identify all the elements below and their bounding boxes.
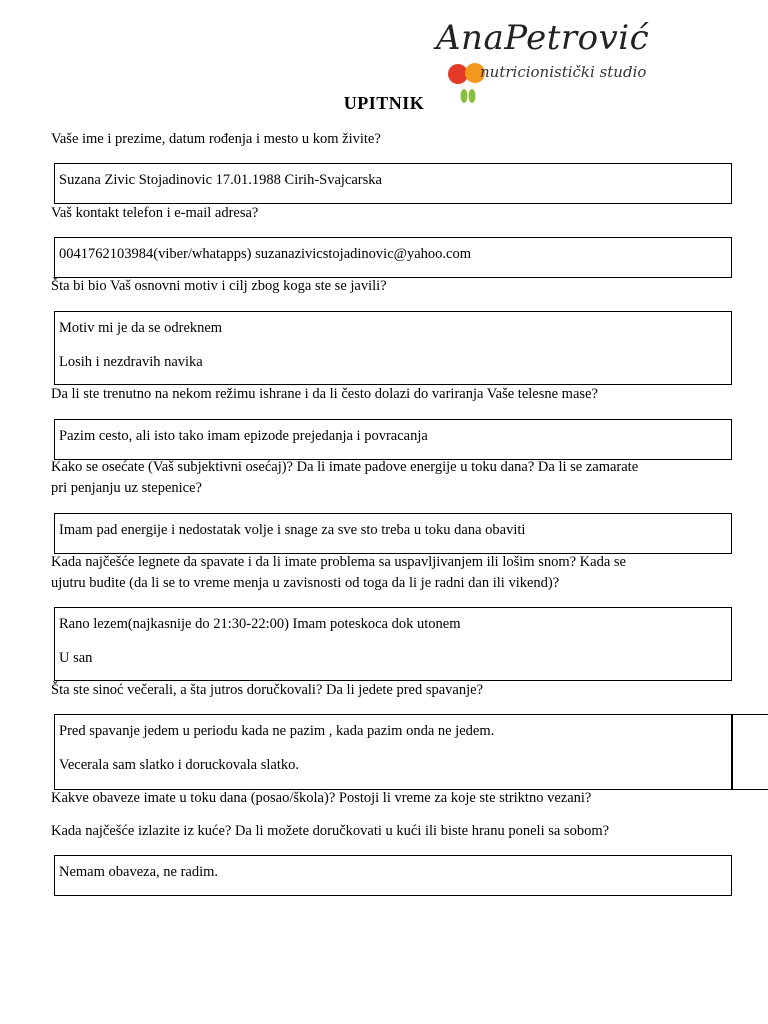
page-title: UPITNIK: [343, 93, 425, 113]
answer-3-line-2: Losih i nezdravih navika: [59, 354, 203, 370]
question-7: Šta ste sinoć večerali, a šta jutros doručkovali? Da li jedete pred spavanje?: [51, 682, 484, 698]
question-4: Da li ste trenutno na nekom režimu ishrane i da li često dolazi do variranja Vaše telesne mase?: [51, 386, 598, 402]
answer-1-line-1: Suzana Zivic Stojadinovic 17.01.1988 Cirih-Svajcarska: [59, 172, 382, 188]
question-1: Vaše ime i prezime, datum rođenja i mesto u kom živite?: [51, 131, 381, 147]
question-8: Kakve obaveze imate u toku dana (posao/škola)? Postoji li vreme za koje ste striktno vezani?: [51, 790, 592, 806]
table-edge-cell: [732, 714, 768, 790]
logo-tagline: nutricionistički studio: [480, 63, 647, 81]
answer-box-9[interactable]: [54, 855, 732, 896]
answer-7-line-1: Pred spavanje jedem u periodu kada ne pazim , kada pazim onda ne jedem.: [59, 723, 495, 739]
answer-4-line-1: Pazim cesto, ali isto tako imam epizode prejedanja i povracanja: [59, 428, 428, 444]
answer-box-3[interactable]: [54, 311, 732, 385]
question-6: Kada najčešće legnete da spavate i da li imate problema sa uspavljivanjem ili lošim snom? Kada se ujutru budite (da li se to vreme menja u zavisnosti od toga da li je radni dan ili vikend)?: [51, 554, 626, 591]
answer-box-2[interactable]: [54, 237, 732, 278]
answer-3-line-1: Motiv mi je da se odreknem: [59, 320, 223, 336]
answer-7-line-2: Vecerala sam slatko i doruckovala slatko.: [59, 757, 299, 773]
question-3: Šta bi bio Vaš osnovni motiv i cilj zbog koga ste se javili?: [51, 278, 387, 294]
answer-box-1[interactable]: [54, 163, 732, 204]
answer-box-4[interactable]: [54, 419, 732, 460]
question-9: Kada najčešće izlazite iz kuće? Da li možete doručkovati u kući ili biste hranu poneli sa sobom?: [51, 823, 610, 839]
logo-name: AnaPetrović: [436, 18, 650, 58]
answer-box-5[interactable]: [54, 513, 732, 554]
logo: [436, 18, 676, 92]
answer-box-6[interactable]: [54, 607, 732, 681]
question-2: Vaš kontakt telefon i e-mail adresa?: [51, 205, 259, 221]
answer-5-line-1: Imam pad energije i nedostatak volje i snage za sve sto treba u toku dana obaviti: [59, 522, 526, 538]
answer-box-7[interactable]: [54, 714, 732, 790]
question-5: Kako se osećate (Vaš subjektivni osećaj)? Da li imate padove energije u toku dana? Da li se zamarate pri penjanju uz stepenice?: [51, 459, 639, 496]
answer-2-line-1: 0041762103984(viber/whatapps) suzanazivicstojadinovic@yahoo.com: [59, 246, 472, 262]
answer-9-line-1: Nemam obaveza, ne radim.: [59, 864, 219, 880]
answer-6-line-1: Rano lezem(najkasnije do 21:30-22:00) Imam poteskoca dok utonem: [59, 616, 461, 632]
answer-6-line-2: U san: [59, 650, 93, 666]
